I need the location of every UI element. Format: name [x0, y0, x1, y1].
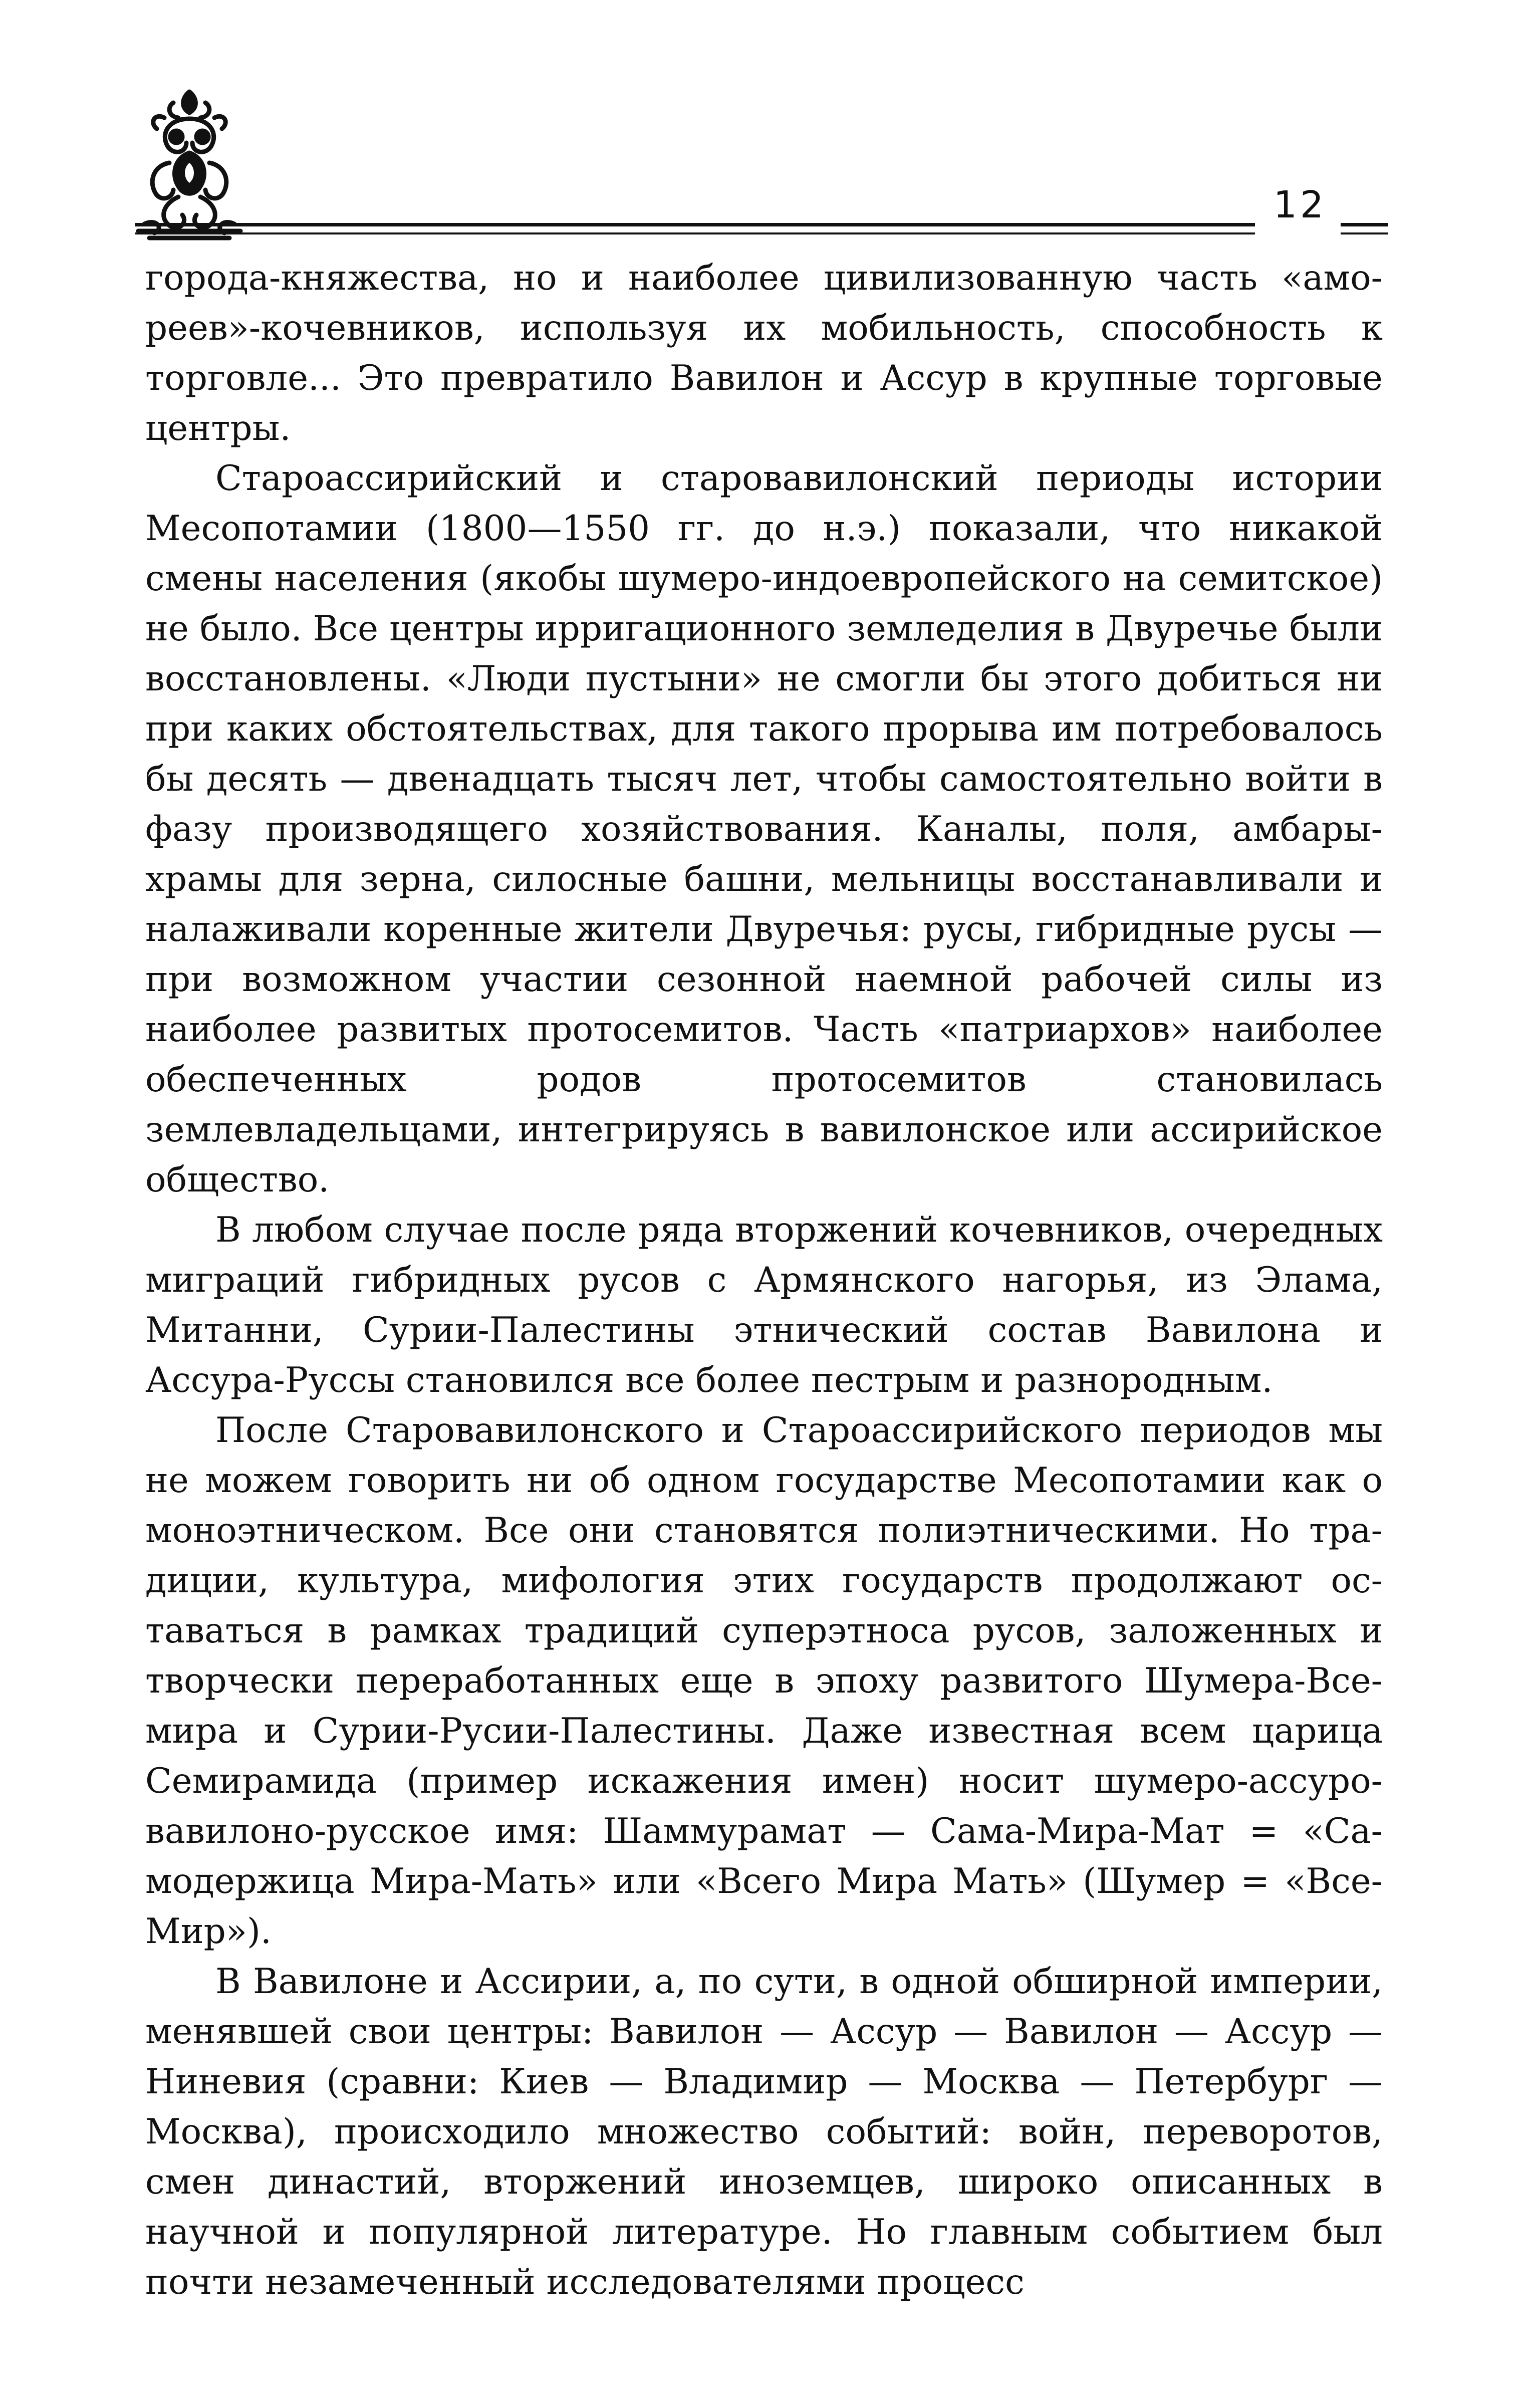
paragraph: В любом случае после ряда вторжений кочевников, очередных миграций гибридных русов с Армянского нагорья, из Элама, Митанни, Сурии-Палестины этнический состав Вавилона и Ассура-Руссы становился все более пестрым и разнородным. [145, 1210, 1383, 1400]
paragraph: В Вавилоне и Ассирии, а, по сути, в одной обширной империи, менявшей свои центры: Вавилон — Ассур — Вавилон — Ассур — Ниневия (сравни: Киев — Владимир — Москва — Петербург — Москва), происходило множество событий: войн, переворотов, смен династий, вторжений иноземцев, широко описанных в научной и популярной литературе. Но главным событием был почти незамеченный исследователями процесс [145, 1962, 1383, 2302]
header-rule-thin [135, 232, 1255, 234]
paragraph: После Старовавилонского и Староассирийского периодов мы не можем говорить ни об одном государстве Месопотамии как о моноэтническом. Все они становятся полиэтническими. Но традиции, культура, мифология этих государств продолжают оставаться в рамках традиций суперэтноса русов, заложенных и творчески переработанных еще в эпоху развитого Шумера-Всемира и Сурии-Русии-Палестины. Даже известная всем царица Семирамида (пример искажения имен) носит шумеро-ассуровавилоно-русское имя: Шаммурамат — Сама-Мира-Мат = «Самодержица Мира-Мать» или «Всего Мира Мать» (Шумер = «ВсеМир»). [145, 1410, 1383, 1952]
body-text [145, 253, 1383, 2307]
paragraph: Староассирийский и старовавилонский периоды истории Месопотамии (1800—1550 гг. до н.э.) показали, что никакой смены населения (якобы шумеро-индоевропейского на семитское) не было. Все центры ирригационного земледелия в Двуречье были восстановлены. «Люди пустыни» не смогли бы этого добиться ни при каких обстоятельствах, для такого прорыва им потребовалось бы десять — двенадцать тысяч лет, чтобы самостоятельно войти в фазу производящего хозяйствования. Каналы, поля, амбары-храмы для зерна, силосные башни, мельницы восстанавливали и налаживали коренные жители Двуречья: русы, гибридные русы — при возможном участии сезонной наемной рабочей силы из наиболее развитых протосемитов. Часть «патриархов» наиболее обеспеченных родов протосемитов становилась землевладельцами, интегрируясь в вавилонское или ассирийское общество. [145, 458, 1383, 1200]
ornament-icon [134, 83, 244, 243]
header-rule-right-thin [1341, 232, 1388, 234]
header-rule-right [1341, 223, 1388, 226]
paragraph: города-княжества, но и наиболее цивилизованную часть «амореев»-кочевников, используя их мобильность, способность к торговле... Это превратило Вавилон и Ассур в крупные торговые центры. [145, 258, 1383, 448]
page-number: 12 [1273, 183, 1327, 226]
header-rule [135, 223, 1255, 226]
